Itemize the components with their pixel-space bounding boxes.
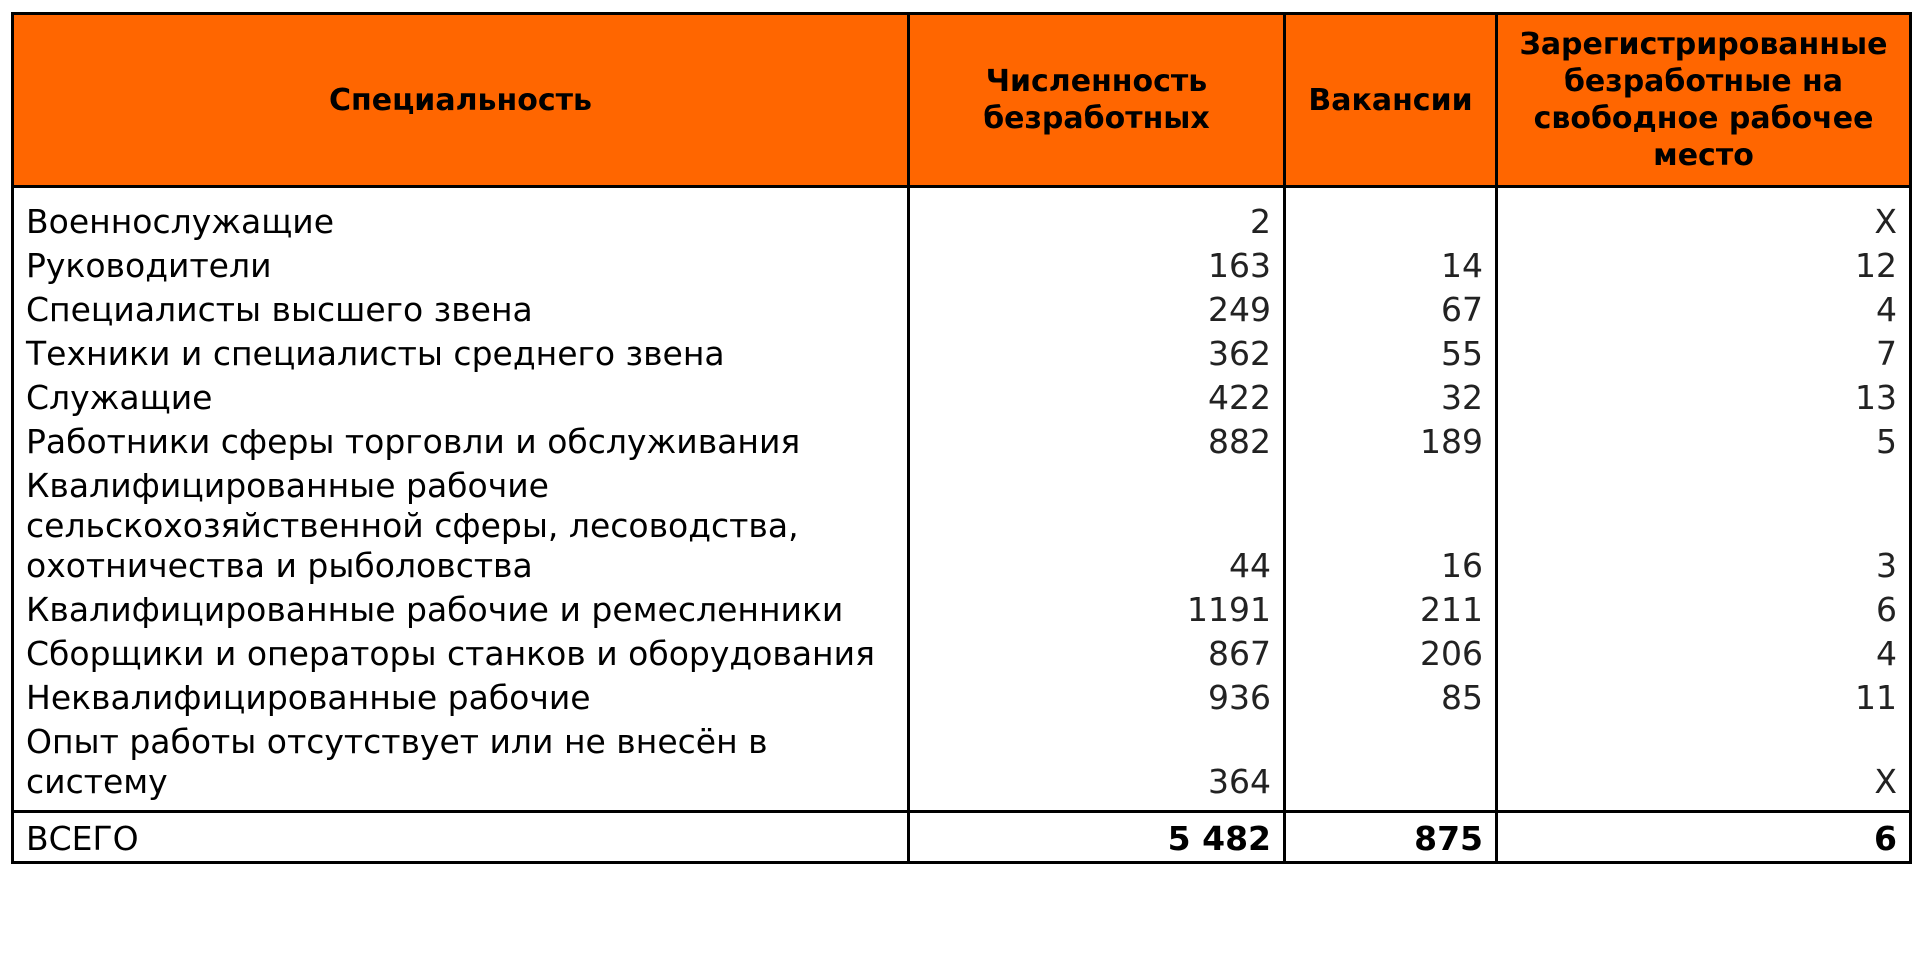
header-vacancies: Вакансии: [1285, 14, 1497, 187]
specialty-cell: [13, 374, 909, 418]
specialty-cell: [13, 462, 909, 586]
ratio-cell: X: [1497, 187, 1911, 243]
header-row: [13, 14, 1911, 187]
specialty-cell: [13, 630, 909, 674]
table-row: [13, 462, 1911, 586]
specialty-cell: [13, 330, 909, 374]
header-ratio-line: безработные на: [1563, 64, 1843, 99]
table-row: [13, 674, 1911, 718]
vacancies-cell: 55: [1285, 330, 1497, 374]
specialty-cell: [13, 674, 909, 718]
unemployed-cell: 1191: [909, 586, 1285, 630]
unemployed-cell: 163: [909, 242, 1285, 286]
vacancies-cell: [1285, 187, 1497, 243]
vacancies-cell: 32: [1285, 374, 1497, 418]
specialty-line: Техники и специалисты среднего звена: [26, 334, 725, 373]
specialty-line: Опыт работы отсутствует или не внесён в: [26, 722, 768, 761]
ratio-cell: 6: [1497, 586, 1911, 630]
unemployed-cell: 882: [909, 418, 1285, 462]
ratio-cell: X: [1497, 718, 1911, 812]
specialty-cell: [13, 286, 909, 330]
unemployed-cell: 249: [909, 286, 1285, 330]
ratio-cell: 4: [1497, 286, 1911, 330]
vacancies-cell: [1285, 718, 1497, 812]
table-row: [13, 286, 1911, 330]
table-row: [13, 374, 1911, 418]
vacancies-cell: 206: [1285, 630, 1497, 674]
specialty-line: Неквалифицированные рабочие: [26, 678, 591, 717]
header-ratio-line: Зарегистрированные: [1519, 27, 1888, 62]
table-row: [13, 242, 1911, 286]
table-row: [13, 418, 1911, 462]
vacancies-cell: 189: [1285, 418, 1497, 462]
specialty-line: Служащие: [26, 378, 213, 417]
vacancies-cell: 14: [1285, 242, 1497, 286]
total-ratio: 6: [1497, 812, 1911, 863]
ratio-cell: 7: [1497, 330, 1911, 374]
specialty-cell: [13, 586, 909, 630]
unemployed-cell: 2: [909, 187, 1285, 243]
unemployed-cell: 422: [909, 374, 1285, 418]
ratio-cell: 5: [1497, 418, 1911, 462]
specialty-cell: [13, 418, 909, 462]
unemployed-cell: 362: [909, 330, 1285, 374]
header-ratio-line: место: [1653, 138, 1754, 173]
ratio-cell: 3: [1497, 462, 1911, 586]
header-specialty: Специальность: [13, 14, 909, 187]
table-row: [13, 187, 1911, 243]
header-ratio: [1497, 14, 1911, 187]
unemployment-table: [11, 12, 1912, 864]
specialty-cell: [13, 718, 909, 812]
unemployed-cell: 44: [909, 462, 1285, 586]
specialty-line: Руководители: [26, 246, 272, 285]
table-row: [13, 330, 1911, 374]
unemployed-cell: 936: [909, 674, 1285, 718]
unemployed-cell: 867: [909, 630, 1285, 674]
table-row: [13, 586, 1911, 630]
specialty-line: Квалифицированные рабочие: [26, 466, 549, 505]
vacancies-cell: 16: [1285, 462, 1497, 586]
total-vacancies: 875: [1285, 812, 1497, 863]
header-unemployed-line: безработных: [983, 101, 1210, 136]
specialty-line: Работники сферы торговли и обслуживания: [26, 422, 801, 461]
total-row: [13, 812, 1911, 863]
specialty-line: Специалисты высшего звена: [26, 290, 533, 329]
header-unemployed: [909, 14, 1285, 187]
ratio-cell: 4: [1497, 630, 1911, 674]
total-label: ВСЕГО: [13, 812, 909, 863]
specialty-line: Квалифицированные рабочие и ремесленники: [26, 590, 844, 629]
table-row: [13, 718, 1911, 812]
vacancies-cell: 211: [1285, 586, 1497, 630]
specialty-line: Военнослужащие: [26, 202, 335, 241]
specialty-line: охотничества и рыболовства: [26, 546, 533, 585]
specialty-line: сельскохозяйственной сферы, лесоводства,: [26, 506, 799, 545]
total-unemployed: 5 482: [909, 812, 1285, 863]
ratio-cell: 11: [1497, 674, 1911, 718]
vacancies-cell: 85: [1285, 674, 1497, 718]
ratio-cell: 12: [1497, 242, 1911, 286]
specialty-line: Сборщики и операторы станков и оборудования: [26, 634, 875, 673]
vacancies-cell: 67: [1285, 286, 1497, 330]
header-ratio-line: свободное рабочее: [1533, 101, 1874, 136]
unemployed-cell: 364: [909, 718, 1285, 812]
specialty-cell: [13, 187, 909, 243]
specialty-line: систему: [26, 762, 168, 801]
ratio-cell: 13: [1497, 374, 1911, 418]
header-unemployed-line: Численность: [985, 64, 1208, 99]
specialty-cell: [13, 242, 909, 286]
table-row: [13, 630, 1911, 674]
